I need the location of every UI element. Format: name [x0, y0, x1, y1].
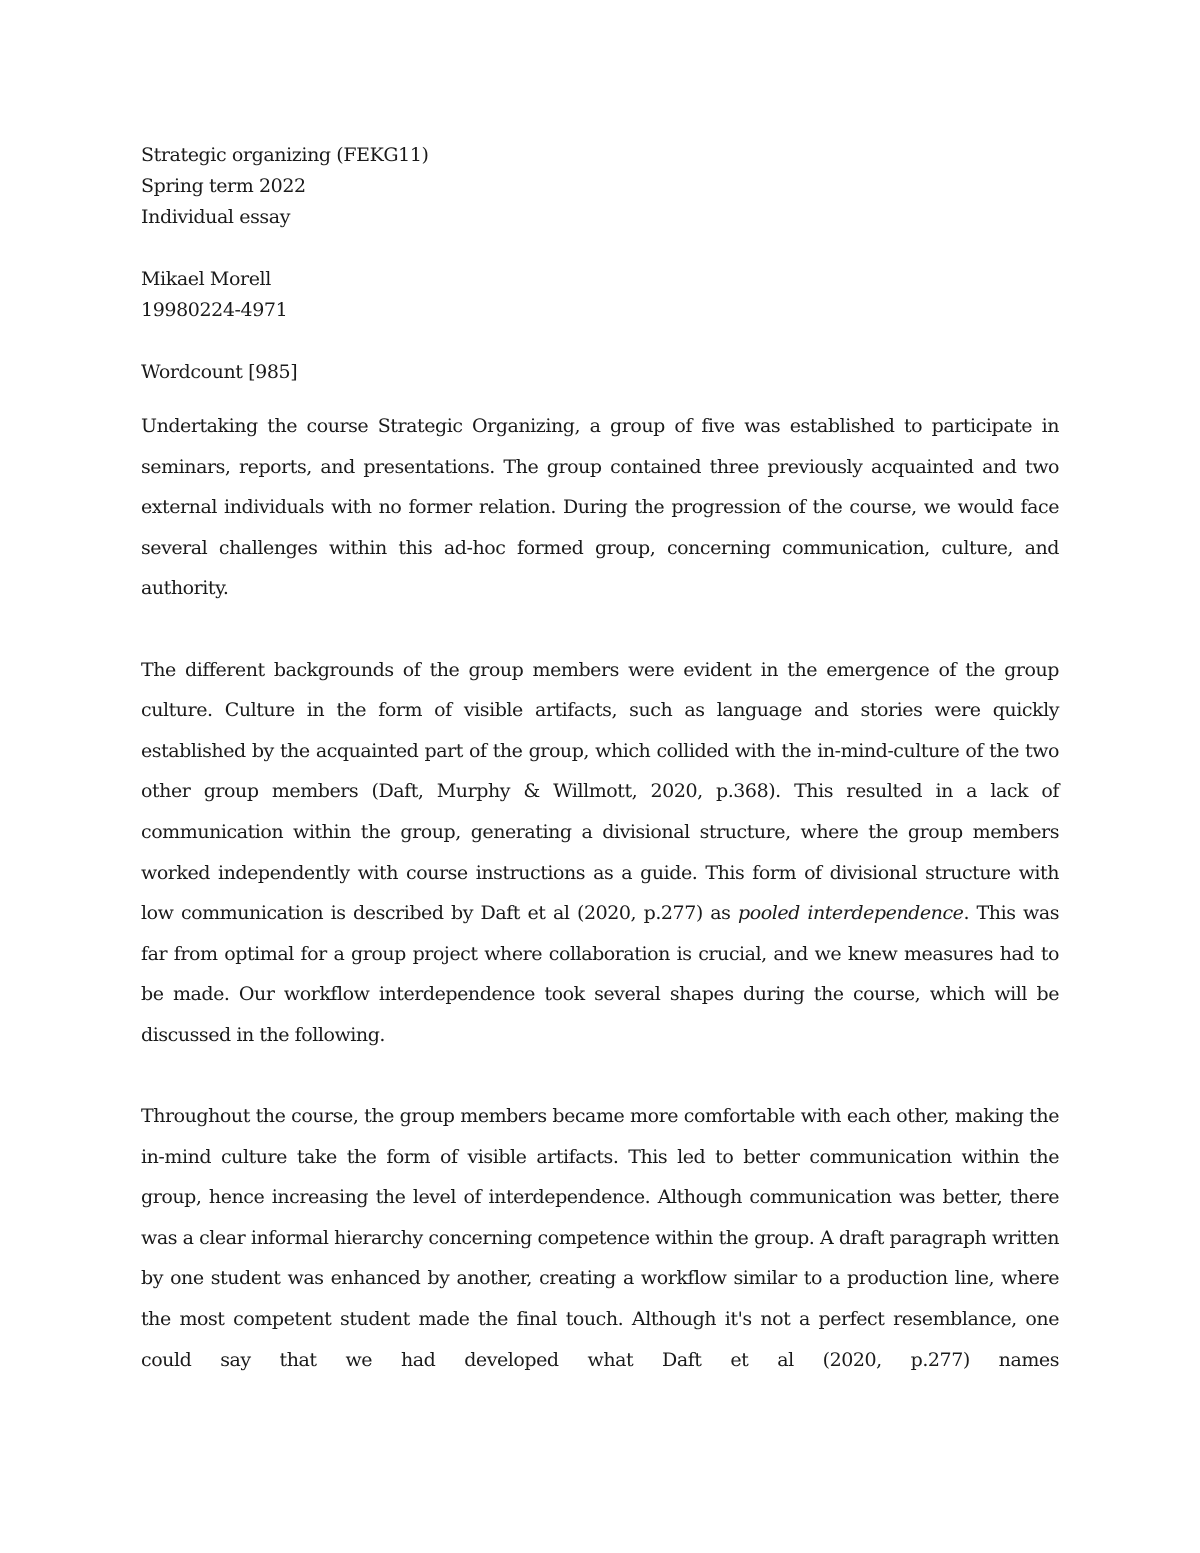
essay-header [141, 140, 1059, 388]
paragraph-2-text-b: . This was far from optimal for a group project where collaboration is crucial, and we knew measures had to be made. Our workflow interdependence took several shapes during the course, which will be discussed in the following. [141, 902, 1059, 1046]
paragraph-2-text-a: The different backgrounds of the group members were evident in the emergence of the group culture. Culture in the form of visible artifacts, such as language and stories were quickly established by the acquainted part of the group, which collided with the in-mind-culture of the two other group members (Daft, Murphy & Willmott, 2020, p.368). This resulted in a lack of communication within the group, generating a divisional structure, where the group members worked independently with course instructions as a guide. This form of divisional structure with low communication is described by Daft et al (2020, p.277) as [141, 658, 1059, 925]
paragraph-3: Throughout the course, the group members became more comfortable with each other, making the in-mind culture take the form of visible artifacts. This led to better communication within the group, hence increasing the level of interdependence. Although communication was better, there was a clear informal hierarchy concerning competence within the group. A draft paragraph written by one student was enhanced by another, creating a workflow similar to a production line, where the most competent student made the final touch. Although it's not a perfect resemblance, one could say that we had developed what Daft et al (2020, p.277) names [141, 1105, 1059, 1371]
wordcount: Wordcount [985] [141, 361, 298, 383]
author-id: 19980224-4971 [141, 299, 288, 321]
paragraph-2-italic-term: pooled interdependence [738, 902, 964, 925]
document-type: Individual essay [141, 206, 291, 228]
paragraph-2 [141, 650, 1059, 1056]
term-label: Spring term 2022 [141, 175, 306, 197]
course-title: Strategic organizing (FEKG11) [141, 144, 429, 166]
essay-page [141, 140, 1059, 1380]
paragraph-1: Undertaking the course Strategic Organizing, a group of five was established to participate in seminars, reports, and presentations. The group contained three previously acquainted and two external individuals with no former relation. During the progression of the course, we would face several challenges within this ad-hoc formed group, concerning communication, culture, and authority. [141, 415, 1059, 600]
author-name: Mikael Morell [141, 268, 271, 290]
